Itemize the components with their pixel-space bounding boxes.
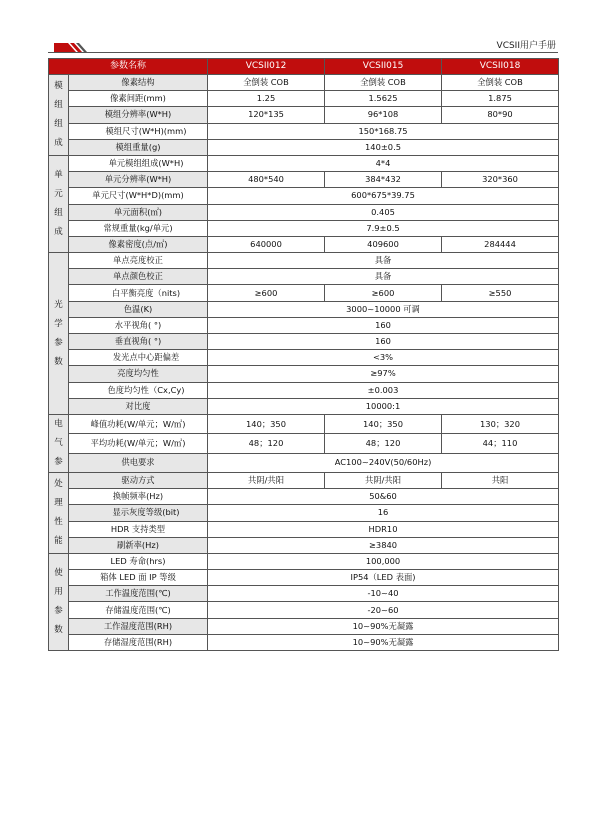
- document-title: VCSII用户手册: [496, 41, 556, 51]
- param-label: 单元模组组成(W*H): [69, 155, 208, 171]
- column-header-model: VCSII018: [442, 59, 559, 75]
- table-row: [49, 350, 559, 366]
- section-label: 单 元 组 成: [49, 155, 69, 252]
- table-row: [49, 285, 559, 301]
- table-row: [49, 172, 559, 188]
- param-value: -20~60: [208, 602, 559, 618]
- table-row: [49, 453, 559, 472]
- param-value: 160: [208, 317, 559, 333]
- param-value: 140±0.5: [208, 139, 559, 155]
- param-value: HDR10: [208, 521, 559, 537]
- param-value: 100,000: [208, 553, 559, 569]
- table-row: [49, 489, 559, 505]
- param-value: ±0.003: [208, 382, 559, 398]
- param-value: 50&60: [208, 489, 559, 505]
- table-row: [49, 505, 559, 521]
- param-value: 1.875: [442, 91, 559, 107]
- param-value: ≥97%: [208, 366, 559, 382]
- param-value: 96*108: [325, 107, 442, 123]
- param-label: 白平衡亮度（nits): [69, 285, 208, 301]
- param-value: 1.5625: [325, 91, 442, 107]
- column-header-model: VCSII015: [325, 59, 442, 75]
- param-label: 发光点中心距偏差: [69, 350, 208, 366]
- section-label: 模 组 组 成: [49, 75, 69, 156]
- param-value: 具备: [208, 253, 559, 269]
- param-label: 单元面积(㎡): [69, 204, 208, 220]
- param-value: 具备: [208, 269, 559, 285]
- param-value: 384*432: [325, 172, 442, 188]
- param-label: 亮度均匀性: [69, 366, 208, 382]
- param-value: 10~90%无凝露: [208, 618, 559, 634]
- table-row: [49, 253, 559, 269]
- param-label: 垂直视角( °): [69, 334, 208, 350]
- param-value: 0.405: [208, 204, 559, 220]
- column-header-model: VCSII012: [208, 59, 325, 75]
- param-value: IP54（LED 表面): [208, 570, 559, 586]
- param-label: 像素间距(mm): [69, 91, 208, 107]
- spec-table-body: [49, 75, 559, 651]
- param-label: 驱动方式: [69, 472, 208, 488]
- table-row: [49, 91, 559, 107]
- table-row: [49, 236, 559, 252]
- table-row: [49, 634, 559, 650]
- param-value: 16: [208, 505, 559, 521]
- param-label: 色温(K): [69, 301, 208, 317]
- param-value: 600*675*39.75: [208, 188, 559, 204]
- param-label: 水平视角( °): [69, 317, 208, 333]
- param-value: 44；110: [442, 434, 559, 453]
- param-value: 409600: [325, 236, 442, 252]
- param-value: 10000:1: [208, 398, 559, 414]
- param-value: 150*168.75: [208, 123, 559, 139]
- param-label: LED 寿命(hrs): [69, 553, 208, 569]
- table-row: [49, 570, 559, 586]
- param-value: ≥550: [442, 285, 559, 301]
- param-label: 单元分辨率(W*H): [69, 172, 208, 188]
- param-value: ≥600: [325, 285, 442, 301]
- param-label: 刷新率(Hz): [69, 537, 208, 553]
- param-value: 全倒装 COB: [208, 75, 325, 91]
- param-label: HDR 支持类型: [69, 521, 208, 537]
- param-value: ≥600: [208, 285, 325, 301]
- param-label: 存储温度范围(℃): [69, 602, 208, 618]
- param-label: 显示灰度等级(bit): [69, 505, 208, 521]
- param-label: 换帧频率(Hz): [69, 489, 208, 505]
- param-value: <3%: [208, 350, 559, 366]
- param-label: 像素结构: [69, 75, 208, 91]
- table-row: [49, 75, 559, 91]
- spec-table: [48, 58, 559, 651]
- param-label: 供电要求: [69, 453, 208, 472]
- table-row: [49, 553, 559, 569]
- param-value: 120*135: [208, 107, 325, 123]
- param-value: 10~90%无凝露: [208, 634, 559, 650]
- table-row: [49, 317, 559, 333]
- table-row: [49, 301, 559, 317]
- param-label: 像素密度(点/㎡): [69, 236, 208, 252]
- param-value: 全倒装 COB: [442, 75, 559, 91]
- table-row: [49, 269, 559, 285]
- table-row: [49, 382, 559, 398]
- param-label: 工作温度范围(℃): [69, 586, 208, 602]
- param-value: 140；350: [208, 414, 325, 433]
- param-value: 284444: [442, 236, 559, 252]
- table-row: [49, 586, 559, 602]
- section-label: 使 用 参 数: [49, 553, 69, 650]
- table-row: [49, 414, 559, 433]
- param-label: 色度均匀性（Cx,Cy): [69, 382, 208, 398]
- param-value: 320*360: [442, 172, 559, 188]
- table-row: [49, 123, 559, 139]
- section-label: 处 理 性 能: [49, 472, 69, 553]
- param-value: 160: [208, 334, 559, 350]
- param-label: 箱体 LED 面 IP 等级: [69, 570, 208, 586]
- param-label: 模组分辨率(W*H): [69, 107, 208, 123]
- brand-logo: [54, 43, 90, 52]
- param-label: 单点颜色校正: [69, 269, 208, 285]
- header-rule: [48, 52, 558, 53]
- param-label: 模组尺寸(W*H)(mm): [69, 123, 208, 139]
- param-value: 全倒装 COB: [325, 75, 442, 91]
- table-row: [49, 521, 559, 537]
- header-row: [49, 59, 559, 75]
- param-value: 4*4: [208, 155, 559, 171]
- param-label: 单点亮度校正: [69, 253, 208, 269]
- param-label: 工作湿度范围(RH): [69, 618, 208, 634]
- param-value: 7.9±0.5: [208, 220, 559, 236]
- param-value: ≥3840: [208, 537, 559, 553]
- table-row: [49, 472, 559, 488]
- table-row: [49, 139, 559, 155]
- table-row: [49, 602, 559, 618]
- param-value: 共阳: [442, 472, 559, 488]
- table-row: [49, 220, 559, 236]
- param-value: 共阴/共阳: [208, 472, 325, 488]
- param-value: 130；320: [442, 414, 559, 433]
- table-row: [49, 434, 559, 453]
- section-label: 电 气 参: [49, 414, 69, 472]
- table-row: [49, 188, 559, 204]
- param-value: 1.25: [208, 91, 325, 107]
- param-value: -10~40: [208, 586, 559, 602]
- table-row: [49, 107, 559, 123]
- param-label: 单元尺寸(W*H*D)(mm): [69, 188, 208, 204]
- param-value: 48；120: [208, 434, 325, 453]
- table-row: [49, 155, 559, 171]
- param-label: 峰值功耗(W/单元；W/㎡): [69, 414, 208, 433]
- param-label: 对比度: [69, 398, 208, 414]
- table-row: [49, 618, 559, 634]
- param-value: 480*540: [208, 172, 325, 188]
- table-row: [49, 398, 559, 414]
- param-label: 常规重量(kg/单元): [69, 220, 208, 236]
- param-label: 平均功耗(W/单元；W/㎡): [69, 434, 208, 453]
- param-value: 640000: [208, 236, 325, 252]
- column-header-param: 参数名称: [49, 59, 208, 75]
- section-label: 光 学 参 数: [49, 253, 69, 415]
- spec-table-header: [49, 59, 559, 75]
- param-label: 模组重量(g): [69, 139, 208, 155]
- table-row: [49, 204, 559, 220]
- param-value: AC100~240V(50/60Hz): [208, 453, 559, 472]
- table-row: [49, 366, 559, 382]
- param-value: 3000~10000 可调: [208, 301, 559, 317]
- table-row: [49, 537, 559, 553]
- table-row: [49, 334, 559, 350]
- param-value: 48；120: [325, 434, 442, 453]
- param-label: 存储湿度范围(RH): [69, 634, 208, 650]
- param-value: 80*90: [442, 107, 559, 123]
- param-value: 140；350: [325, 414, 442, 433]
- param-value: 共阴/共阳: [325, 472, 442, 488]
